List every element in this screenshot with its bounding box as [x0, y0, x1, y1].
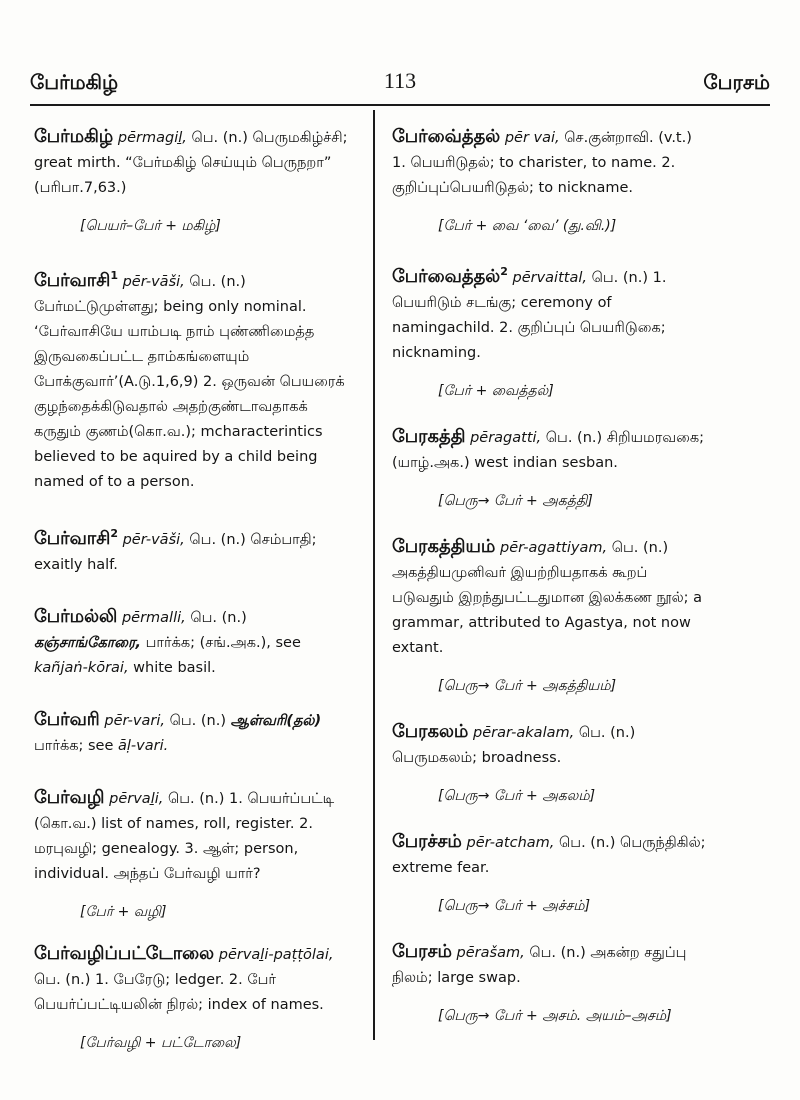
- etymology: [பெரு→ பேர் + அகலம்]: [438, 788, 596, 804]
- definition: பார்க்க; see: [34, 738, 114, 754]
- headword: பேர்வை்த்தல்: [392, 126, 501, 147]
- etymology: [பேர் + வை ‘வை’ (து.வி.)]: [438, 218, 617, 234]
- dictionary-entry: [34, 941, 354, 1054]
- definition: 1. பேரேடு; ledger. 2. பேர் பெயர்ப்பட்டியலின் நிரல்; index of names.: [34, 972, 324, 1013]
- dictionary-entry: [34, 785, 354, 923]
- part-of-speech: பெ. (n.): [34, 972, 91, 988]
- headword: பேர்மல்லி: [34, 606, 118, 627]
- headword: பேரச்சம்: [392, 831, 462, 852]
- definition: பெருமகிழ்ச்சி; great mirth. “பேர்மகிழ் செய்யும் பெருநறா” (பரிபா.7,63.): [34, 130, 348, 196]
- definition: 1. பெயர்ப்பட்டி (கொ.வ.) list of names, roll, register. 2. மரபுவழி; genealogy. 3. ஆள்; person, individual. அந்தப் பேர்வழி யார்?: [34, 791, 335, 882]
- cross-reference: ஆள்வரி(தல்): [230, 713, 322, 729]
- etymology: [பேர்வழி + பட்டோலை]: [80, 1035, 242, 1051]
- page-number: 113: [383, 68, 417, 93]
- definition: அகன்ற சதுப்பு நிலம்; large swap.: [392, 945, 687, 986]
- transliteration: pērvaḻi,: [109, 791, 164, 807]
- part-of-speech: பெ. (n.): [189, 274, 246, 290]
- cross-reference: கஞ்சாங்கோரை,: [34, 635, 142, 651]
- dictionary-entry: [34, 263, 354, 495]
- headword: பேர்வாசி$^2$: [34, 527, 118, 549]
- etymology: [பெரு→ பேர் + அச்சம்]: [438, 898, 591, 914]
- headword: பேர்வாசி$^1$: [34, 269, 118, 291]
- definition: white basil.: [133, 660, 216, 676]
- etymology: [பெரு→ பேர் + அசம். அயம்–அசம்]: [438, 1008, 672, 1024]
- headword: பேர்மகிழ்: [34, 126, 114, 147]
- transliteration: pērmagiḻ,: [117, 130, 187, 146]
- etymology: [பெரு→ பேர் + அகத்தி]: [438, 493, 593, 509]
- transliteration: pēr-vāši,: [122, 532, 185, 548]
- definition: பேர்மட்டுமுள்ளது; being only nominal. ‘பேர்வாசியே யாம்படி நாம் புண்ணிமைத்த இருவகைப்பட்ட தாம்கங்ளையும் போக்குவார்’(A.டு.1,6,9) 2. ஒருவன் பெயரைக் குழந்தைக்கிடுவதால் அதற்குண்டாவதாகக் கருதும் குணம்(கொ.வ.); mcharacterintics believed to be aquired by a child being named of to a person.: [34, 299, 345, 490]
- left-column: [34, 112, 354, 1060]
- transliteration: pērvaḻi-paṭṭōlai,: [218, 947, 334, 963]
- dictionary-entry: [34, 521, 354, 578]
- homonym-number: 2: [500, 265, 508, 278]
- definition: 1. பெயரிடும் சடங்கு; ceremony of namingachild. 2. குறிப்புப் பெயரிடுகை; nicknaming.: [392, 270, 667, 361]
- transliteration: pēr-atcham,: [466, 835, 555, 851]
- cross-reference-translit: kañjaṅ-kōrai,: [34, 660, 129, 676]
- headword: பேர்வரி: [34, 709, 100, 730]
- definition: 1. பெயரிடுதல்; to charister, to name. 2. குறிப்புப்பெயரிடுதல்; to nickname.: [392, 155, 676, 196]
- part-of-speech: பெ. (n.): [591, 270, 649, 286]
- transliteration: pērar-akalam,: [473, 725, 575, 741]
- part-of-speech: பெ. (n.): [189, 532, 246, 548]
- dictionary-entry: [392, 829, 710, 917]
- homonym-number: 2: [110, 527, 118, 540]
- transliteration: pēragatti,: [470, 430, 542, 446]
- headword: பேர்வழி: [34, 787, 105, 808]
- dictionary-entry: [34, 124, 354, 237]
- transliteration: pērvaittal,: [512, 270, 587, 286]
- headword: பேரகலம்: [392, 721, 469, 742]
- etymology: [பேர் + வைத்தல்]: [438, 383, 554, 399]
- transliteration: pērašam,: [456, 945, 525, 961]
- part-of-speech: பெ. (n.): [169, 713, 226, 729]
- headword: பேர்வைத்தல்$^2$: [392, 265, 508, 287]
- header-guide-word-left: பேர்மகிழ்: [30, 70, 119, 94]
- part-of-speech: பெ. (n.): [611, 540, 669, 556]
- headword: பேரகத்தி: [392, 426, 466, 447]
- part-of-speech: பெ. (n.): [191, 130, 248, 146]
- dictionary-entry: [392, 424, 710, 512]
- dictionary-entry: [34, 707, 354, 759]
- dictionary-entry: [392, 534, 710, 697]
- definition: செம்பாதி; exaitly half.: [34, 532, 317, 573]
- transliteration: pēr vai,: [504, 130, 560, 146]
- etymology: [பெரு→ பேர் + அகத்தியம்]: [438, 678, 617, 694]
- dictionary-entry: [392, 259, 710, 402]
- part-of-speech: பெ. (n.): [578, 725, 636, 741]
- part-of-speech: செ.குன்றாவி. (v.t.): [564, 130, 692, 146]
- etymology: [பெயர்–பேர் + மகிழ்]: [80, 218, 221, 234]
- cross-reference-translit: āḷ-vari.: [118, 738, 169, 754]
- transliteration: pēr-vari,: [104, 713, 165, 729]
- dictionary-entry: [392, 124, 710, 237]
- right-column: [392, 112, 710, 1033]
- part-of-speech: பெ. (n.): [190, 610, 247, 626]
- dictionary-entry: [392, 939, 710, 1027]
- homonym-number: 1: [110, 269, 118, 282]
- headword: பேரசம்: [392, 941, 452, 962]
- dictionary-entry: [34, 604, 354, 681]
- definition: பெருமகலம்; broadness.: [392, 750, 562, 766]
- headword: பேரகத்தியம்: [392, 536, 496, 557]
- part-of-speech: பெ. (n.): [559, 835, 616, 851]
- etymology: [பேர் + வழி]: [80, 904, 167, 920]
- transliteration: pēr-vāši,: [122, 274, 185, 290]
- definition: சிறியமரவகை; (யாழ்.அக.) west indian sesban.: [392, 430, 704, 471]
- transliteration: pēr-agattiyam,: [500, 540, 608, 556]
- header-guide-word-right: பேரசம்: [703, 70, 770, 94]
- definition: அகத்தியமுனிவர் இயற்றியதாகக் கூறப் படுவதும் இறந்துபட்டதுமான இலக்கண நூல்; a grammar, attributed to Agastya, not now extant.: [392, 565, 703, 656]
- part-of-speech: பெ. (n.): [529, 945, 586, 961]
- dictionary-entry: [392, 719, 710, 807]
- part-of-speech: பெ. (n.): [545, 430, 603, 446]
- page-header: [30, 62, 770, 106]
- column-divider: [373, 110, 375, 1040]
- definition: பெருந்திகில்; extreme fear.: [392, 835, 706, 876]
- headword: பேர்வழிப்பட்டோலை: [34, 943, 215, 964]
- part-of-speech: பெ. (n.): [167, 791, 225, 807]
- definition: பார்க்க; (சங்.அக.), see: [145, 635, 301, 651]
- transliteration: pērmalli,: [121, 610, 186, 626]
